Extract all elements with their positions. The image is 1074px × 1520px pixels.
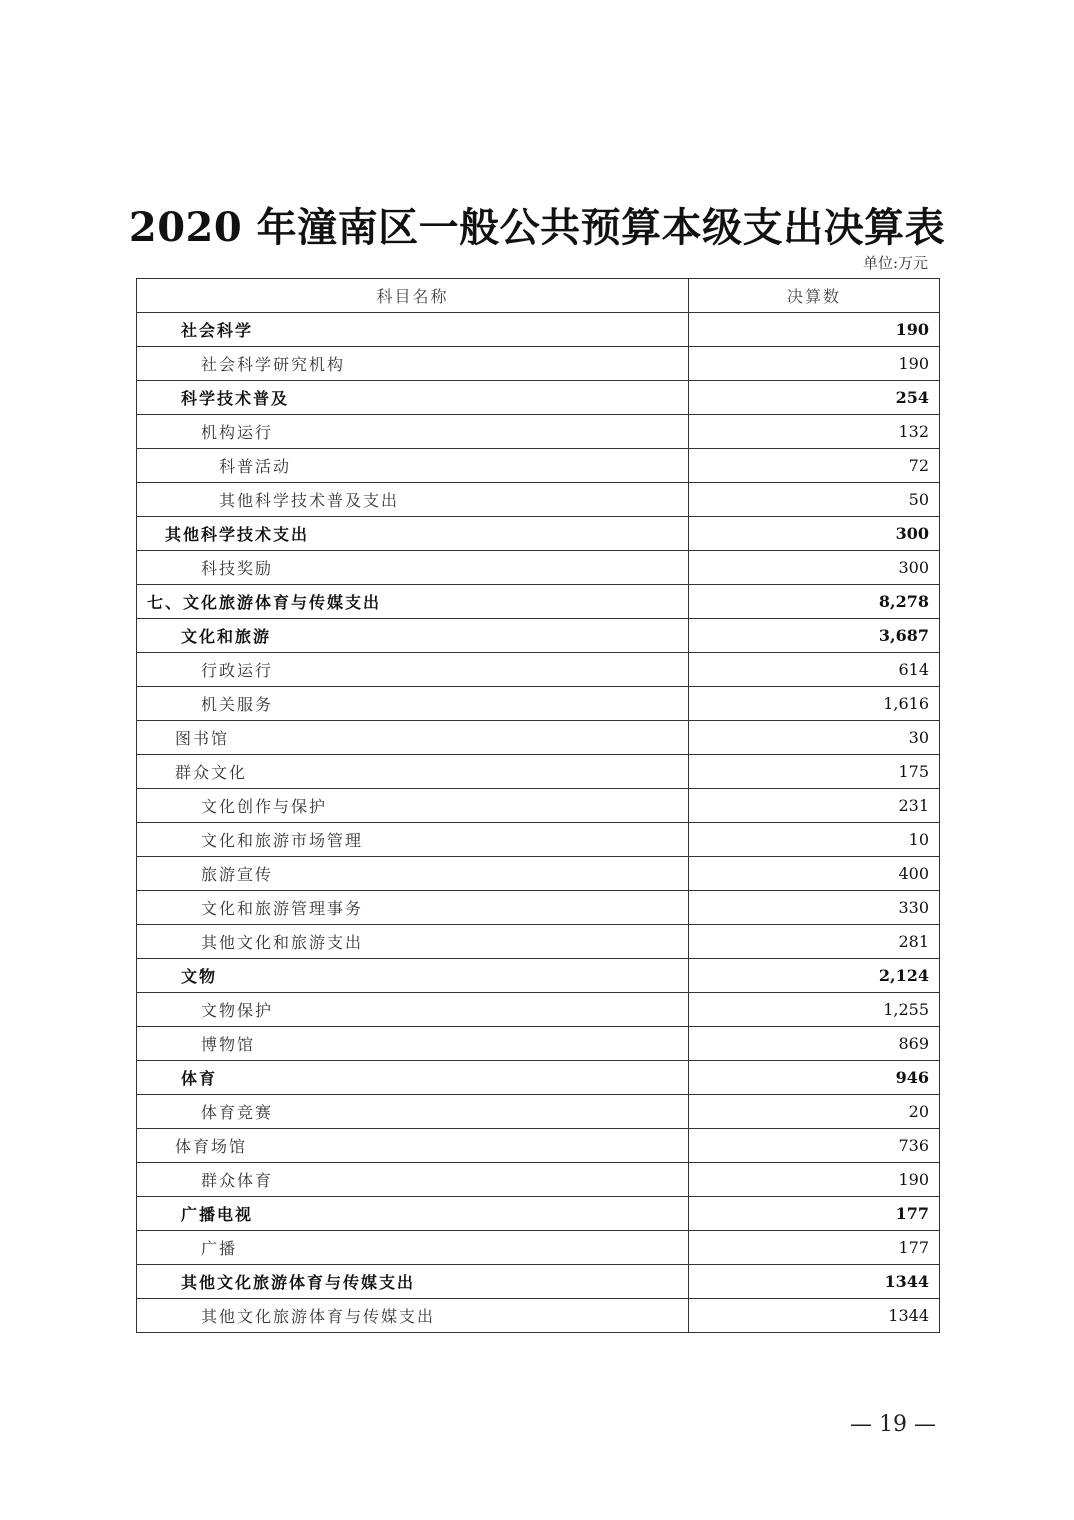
row-amount: 231 [689, 789, 940, 823]
table-row [137, 347, 940, 381]
row-amount: 2,124 [689, 959, 940, 993]
row-name: 其他科学技术支出 [137, 517, 689, 551]
table-row [137, 1197, 940, 1231]
row-amount: 175 [689, 755, 940, 789]
row-amount: 190 [689, 347, 940, 381]
table-row [137, 721, 940, 755]
row-amount: 50 [689, 483, 940, 517]
row-name: 七、文化旅游体育与传媒支出 [137, 585, 689, 619]
row-amount: 72 [689, 449, 940, 483]
table-row [137, 585, 940, 619]
row-amount: 254 [689, 381, 940, 415]
row-name: 体育场馆 [137, 1129, 689, 1163]
table-row [137, 551, 940, 585]
table-row [137, 959, 940, 993]
row-amount: 177 [689, 1197, 940, 1231]
row-amount: 3,687 [689, 619, 940, 653]
row-name: 科技奖励 [137, 551, 689, 585]
row-amount: 190 [689, 313, 940, 347]
table-row [137, 1061, 940, 1095]
table-row [137, 517, 940, 551]
row-amount: 1344 [689, 1299, 940, 1333]
header-amount: 决算数 [689, 279, 940, 313]
row-name: 其他文化和旅游支出 [137, 925, 689, 959]
table-row [137, 415, 940, 449]
table-row [137, 891, 940, 925]
row-name: 旅游宣传 [137, 857, 689, 891]
row-amount: 30 [689, 721, 940, 755]
row-amount: 330 [689, 891, 940, 925]
table-row [137, 1265, 940, 1299]
row-name: 文物保护 [137, 993, 689, 1027]
table-row [137, 653, 940, 687]
row-amount: 1,255 [689, 993, 940, 1027]
table-row [137, 1163, 940, 1197]
table-row [137, 857, 940, 891]
row-name: 其他文化旅游体育与传媒支出 [137, 1299, 689, 1333]
row-name: 体育竞赛 [137, 1095, 689, 1129]
row-amount: 1,616 [689, 687, 940, 721]
row-amount: 300 [689, 551, 940, 585]
row-amount: 1344 [689, 1265, 940, 1299]
row-name: 体育 [137, 1061, 689, 1095]
row-name: 文化创作与保护 [137, 789, 689, 823]
table-row [137, 755, 940, 789]
row-amount: 177 [689, 1231, 940, 1265]
row-name: 文化和旅游 [137, 619, 689, 653]
row-name: 社会科学研究机构 [137, 347, 689, 381]
row-name: 群众体育 [137, 1163, 689, 1197]
row-amount: 400 [689, 857, 940, 891]
table-row [137, 789, 940, 823]
table-row [137, 925, 940, 959]
row-amount: 132 [689, 415, 940, 449]
row-amount: 8,278 [689, 585, 940, 619]
row-name: 广播电视 [137, 1197, 689, 1231]
row-amount: 614 [689, 653, 940, 687]
row-name: 图书馆 [137, 721, 689, 755]
row-amount: 736 [689, 1129, 940, 1163]
table-row [137, 1231, 940, 1265]
row-name: 其他科学技术普及支出 [137, 483, 689, 517]
row-name: 机构运行 [137, 415, 689, 449]
row-name: 科学技术普及 [137, 381, 689, 415]
table-row [137, 1095, 940, 1129]
page-title: 2020 年潼南区一般公共预算本级支出决算表 [128, 204, 946, 251]
budget-table [136, 278, 940, 1333]
row-amount: 190 [689, 1163, 940, 1197]
table-row [137, 483, 940, 517]
table-row [137, 993, 940, 1027]
table-header-row [137, 279, 940, 313]
row-amount: 869 [689, 1027, 940, 1061]
table-row [137, 823, 940, 857]
table-row [137, 381, 940, 415]
row-name: 文化和旅游市场管理 [137, 823, 689, 857]
row-amount: 300 [689, 517, 940, 551]
row-amount: 20 [689, 1095, 940, 1129]
row-amount: 10 [689, 823, 940, 857]
row-name: 科普活动 [137, 449, 689, 483]
table-row [137, 1299, 940, 1333]
row-name: 博物馆 [137, 1027, 689, 1061]
unit-label: 单位:万元 [862, 254, 928, 272]
row-name: 广播 [137, 1231, 689, 1265]
table-row [137, 1129, 940, 1163]
row-name: 行政运行 [137, 653, 689, 687]
row-amount: 946 [689, 1061, 940, 1095]
row-name: 群众文化 [137, 755, 689, 789]
header-name: 科目名称 [137, 279, 689, 313]
table-row [137, 1027, 940, 1061]
row-name: 文物 [137, 959, 689, 993]
row-name: 文化和旅游管理事务 [137, 891, 689, 925]
row-name: 社会科学 [137, 313, 689, 347]
row-name: 机关服务 [137, 687, 689, 721]
table-row [137, 687, 940, 721]
table-row [137, 449, 940, 483]
table-row [137, 619, 940, 653]
page-number: — 19 — [850, 1412, 936, 1437]
table-row [137, 313, 940, 347]
row-name: 其他文化旅游体育与传媒支出 [137, 1265, 689, 1299]
row-amount: 281 [689, 925, 940, 959]
